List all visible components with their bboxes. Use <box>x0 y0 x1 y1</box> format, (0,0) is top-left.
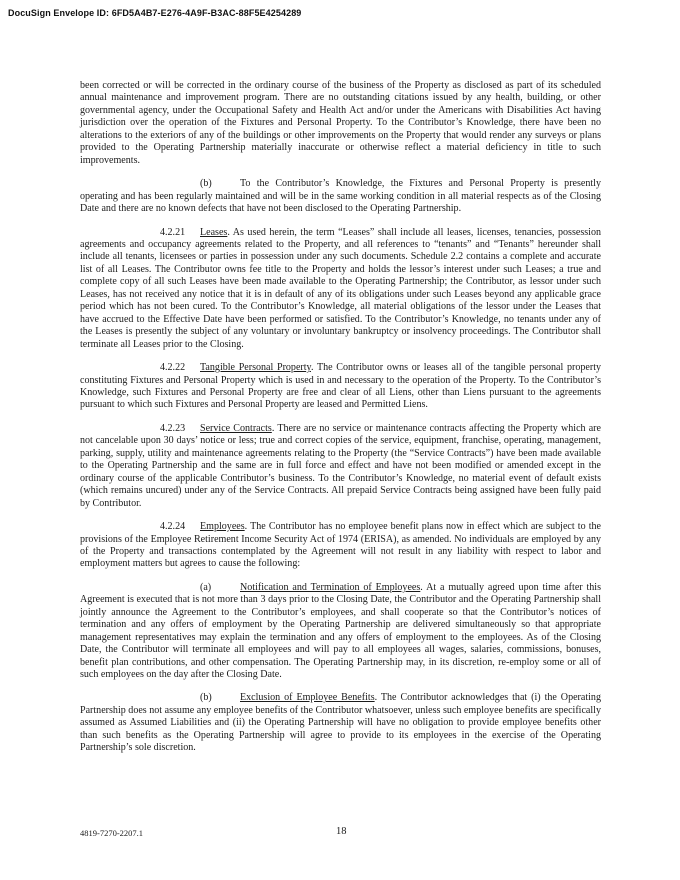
page-number: 18 <box>336 826 347 837</box>
section-title: Leases <box>200 226 228 238</box>
section-text: . There are no service or maintenance contracts affecting the Property which are not cancelable upon 30 days’ notice or less; true and correct copies of the service, equipment, franchise, operating, management, parking, supply, utility and maintenance agreements relating to the Property (the “Service Contracts”) have been made available to the Operating Partnership and the same are in full force and effect and have not been modified or amended except in the ordinary course of the applicable Contributor’s business. To the Contributor’s Knowledge, no material event of default exists (which remains uncured) under any of the Service Contracts. All prepaid Service Contracts being assigned have been fully paid by Contributor. <box>80 422 601 509</box>
section-4-2-23 <box>80 423 601 510</box>
section-title: Tangible Personal Property <box>200 362 311 374</box>
section-text: . The Contributor owns or leases all of the tangible personal property constituting Fixtures and Personal Property which is used in and necessary to the operation of the Property. To the Contributor’s Knowledge, such Fixtures and Personal Property are free and clear of all Liens, other than Liens pursuant to the agreements pursuant to which such Fixtures and Personal Property are leased and Permitted Liens. <box>80 362 602 411</box>
document-page <box>80 80 601 766</box>
section-text: . The Contributor has no employee benefit plans now in effect which are subject to the provisions of the Employee Retirement Income Security Act of 1974 (ERISA), as amended. No individuals are employed by any of the Property and transactions contemplated by the Agreement will not result in any liability with respect to labor and employment matters but agrees to cause the following: <box>80 521 601 570</box>
section-number: 4.2.22 <box>160 362 186 374</box>
section-number: 4.2.24 <box>160 521 186 533</box>
subsection-text: . The Contributor acknowledges that (i) the Operating Partnership does not assume any employee benefits of the Contributor whatsoever, unless such employee benefits are specifically assumed as Assumed Liabilities and (ii) the Operating Partnership will have no obligation to provide employee benefits other than such benefits as the Operating Partnership will agree to provide to its employees in the exercise of the Operating Partnership’s sole discretion. <box>80 692 601 754</box>
section-title: Employees <box>200 521 245 533</box>
subsection-label: (b) <box>200 178 212 190</box>
docusign-envelope-id: DocuSign Envelope ID: 6FD5A4B7-E276-4A9F-B3AC-88F5E4254289 <box>8 8 302 18</box>
section-4-2-21 <box>80 227 601 352</box>
subsection-title: Exclusion of Employee Benefits <box>240 692 375 704</box>
subsection-label: (a) <box>200 581 212 593</box>
section-4-2-24 <box>80 521 601 571</box>
subsection-text: . At a mutually agreed upon time after this Agreement is executed that is not more than 3 days prior to the Closing Date, the Contributor and the Operating Partnership shall jointly announce the Agreement to the Contributor’s employees, and shall cooperate so that the Contributor’s notices of termination and any offers of employment by the Operating Partnership are delivered simultaneously so that appropriate management representatives may explain the termination and any offers of employment to the employees. As of the Closing Date, the Contributor will terminate all employees and will pay to all employees all wages, salaries, commissions, bonuses, benefit plan contributions, and other compensation. The Operating Partnership may, in its discretion, re-employ some or all of such employees on the day after the Closing Date. <box>80 581 602 681</box>
subsection-title: Notification and Termination of Employees <box>240 581 421 593</box>
paragraph-b-fixtures <box>80 178 601 215</box>
section-4-2-22 <box>80 362 601 412</box>
section-number: 4.2.21 <box>160 226 186 238</box>
paragraph-text: To the Contributor’s Knowledge, the Fixtures and Personal Property is presently operating and has been regularly maintained and will be in the same working condition in all material respects as of the Closing Date and there are no known defects that have not been disclosed to the Operating Partnership. <box>80 178 601 215</box>
section-text: . As used herein, the term “Leases” shall include all leases, licenses, tenancies, possession agreements and occupancy agreements related to the Property, and all references to “tenants” and “Tenants” hereunder shall include all tenants, licensees or parties in possession under any such documents. Schedule 2.2 contains a complete and accurate list of all Leases. The Contributor owns fee title to the Property and holds the lessor’s interest under such Leases; a true and complete copy of all such Leases have been made available to the Operating Partnership; the Contributor, as lessor under such Leases, has not received any notice that it is in default of any of its obligations under such Leases beyond any applicable grace period which has not been cured. To the Contributor’s Knowledge, all material obligations of the lessor under the Leases that have accrued to the Effective Date have been performed or satisfied. To the Contributor’s Knowledge, no tenants under any of the Leases is presently the subject of any voluntary or involuntary bankruptcy or insolvency proceedings. The Contributor shall terminate all Leases prior to the Closing. <box>80 226 601 350</box>
section-title: Service Contracts <box>200 422 272 434</box>
paragraph-continuation: been corrected or will be corrected in the ordinary course of the business of the Property as disclosed as part of its scheduled annual maintenance and improvement program. There are no outstanding citations issued by any health, building, or other governmental agency, under the Occupational Safety and Health Act and/or under the Americans with Disabilities Act having jurisdiction over the operation of the Fixtures and Personal Property. To the Contributor’s Knowledge, there have been no alterations to the exteriors of any of the buildings or other improvements on the Property that would render any surveys or plans provided to the Operating Partnership materially inaccurate or otherwise reflect a material deficiency in title to such improvements. <box>80 80 601 166</box>
section-number: 4.2.23 <box>160 422 186 434</box>
subsection-b-exclusion <box>80 692 601 754</box>
footer-document-id: 4819-7270-2207.1 <box>80 828 144 838</box>
subsection-a-notification <box>80 582 601 682</box>
subsection-label: (b) <box>200 692 212 704</box>
